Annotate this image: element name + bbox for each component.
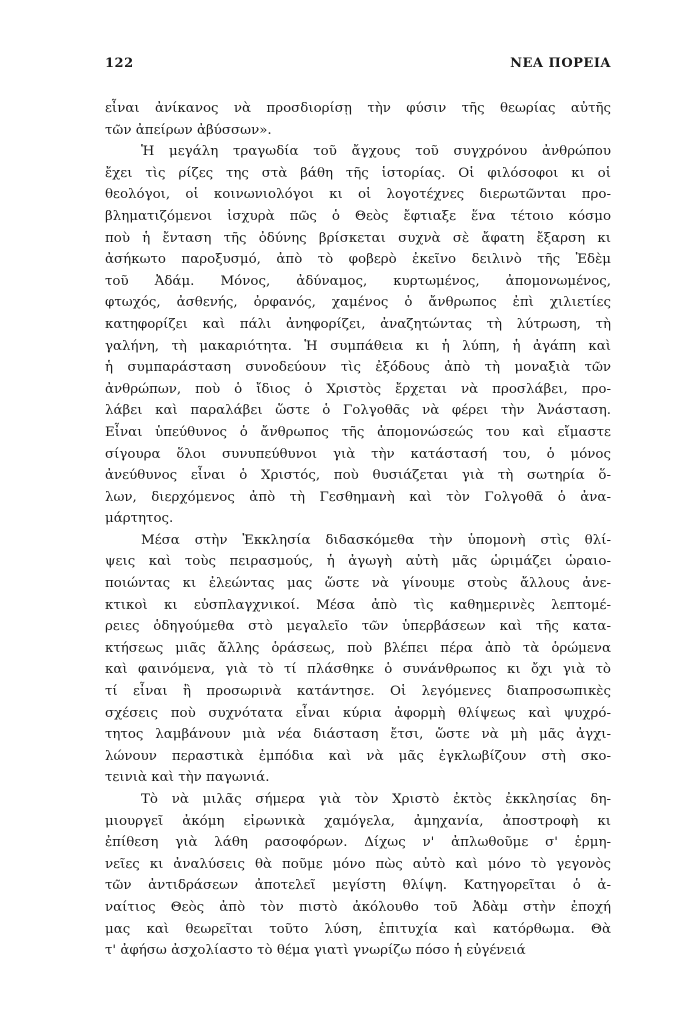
running-title: ΝΕΑ ΠΟΡΕΙΑ — [510, 56, 611, 71]
text-line: τ' ἀφήσω ἀσχολίαστο τὸ θέμα γιατὶ γνωρίζω πόσο ἡ εὐγένειά — [105, 943, 526, 959]
body-text — [105, 98, 611, 962]
text-line: ποὺ ἡ ἔνταση τῆς ὀδύνης βρίσκεται συχνὰ σὲ ἄφατη ἔξαρση κι — [105, 230, 611, 246]
text-line: λώνουν περαστικὰ ἐμπόδια καὶ νὰ μᾶς ἐγκλωβίζουν στὴ σκο- — [105, 748, 611, 764]
text-line: κατηφορίζει καὶ πάλι ἀνηφορίζει, ἀναζητώντας τὴ λύτρωση, τὴ — [105, 316, 611, 332]
text-line: εἶναι ἀνίκανος νὰ προσδιορίσῃ τὴν φύσιν τῆς θεωρίας αὐτῆς — [105, 101, 611, 116]
text-line: τῶν ἀντιδράσεων ἀποτελεῖ μεγίστη θλίψη. Κατηγορεῖται ὁ ἀ- — [105, 878, 611, 894]
text-line: βληματιζόμενοι ἰσχυρὰ πῶς ὁ Θεὸς ἔφτιαξε ἕνα τέτοιο κόσμο — [105, 208, 611, 224]
text-line: μάρτητος. — [105, 511, 174, 527]
text-line: ναίτιος Θεὸς ἀπὸ τὸν πιστὸ ἀκόλουθο τοῦ Ἀδὰμ στὴν ἐποχή — [105, 899, 611, 915]
text-line: σχέσεις ποὺ συχνότατα εἶναι κύρια ἀφορμὴ θλίψεως καὶ ψυχρό- — [105, 705, 611, 721]
text-line: τί εἶναι ἢ προσωρινὰ κατάντησε. Οἱ λεγόμενες διαπροσωπικὲς — [105, 684, 611, 700]
text-line: ἀνεύθυνος εἶναι ὁ Χριστός, ποὺ θυσιάζεται γιὰ τὴ σωτηρία ὅ- — [105, 468, 611, 484]
text-line: τητος λαμβάνουν μιὰ νέα διάσταση ἔτσι, ὥστε νὰ μὴ μᾶς ἀγχι- — [105, 727, 611, 743]
text-line: ἔχει τὶς ρίζες της στὰ βάθη τῆς ἱστορίας. Οἱ φιλόσοφοι κι οἱ — [105, 165, 611, 181]
text-line: φτωχός, ἀσθενής, ὀρφανός, χαμένος ὁ ἄνθρωπος ἐπὶ χιλιετίες — [105, 295, 611, 311]
text-line: κτικοὶ κι εὐσπλαγχνικοί. Μέσα ἀπὸ τὶς καθημερινὲς λεπτομέ- — [105, 597, 611, 613]
text-line: μας καὶ θεωρεῖται τοῦτο λύση, ἐπιτυχία καὶ κατόρθωμα. Θὰ — [105, 921, 611, 937]
text-line: καὶ φαινόμενα, γιὰ τὸ τί πλάσθηκε ὁ συνάνθρωπος κι ὄχι γιὰ τὸ — [105, 662, 611, 678]
text-line: τῶν ἀπείρων ἀβύσσων». — [105, 122, 272, 138]
text-line: Εἶναι ὑπεύθυνος ὁ ἄνθρωπος τῆς ἀπομονώσεώς του καὶ εἴμαστε — [105, 424, 611, 440]
text-line: λων, διερχόμενος ἀπὸ τὴ Γεσθημανὴ καὶ τὸν Γολγοθᾶ ὁ ἀνα- — [105, 489, 611, 505]
text-line: θεολόγοι, οἱ κοινωνιολόγοι κι οἱ λογοτέχνες διερωτῶνται προ- — [105, 187, 611, 203]
text-line: ρειες ὁδηγούμεθα στὸ μεγαλεῖο τῶν ὑπερβάσεων καὶ τῆς κατα- — [105, 619, 611, 635]
text-line: ποιώντας κι ἐλεώντας μας ὥστε νὰ γίνουμε στοὺς ἄλλους ἀνε- — [105, 576, 611, 592]
paragraph — [105, 98, 611, 141]
text-line: τοῦ Ἀδάμ. Μόνος, ἀδύναμος, κυρτωμένος, ἀπομονωμένος, — [105, 273, 611, 289]
text-line: ἐπίθεση γιὰ λάθη ρασοφόρων. Δίχως ν' ἀπλωθοῦμε σ' ἑρμη- — [105, 835, 611, 851]
page-number: 122 — [105, 56, 134, 71]
text-line: ψεις καὶ τοὺς πειρασμούς, ἡ ἀγωγὴ αὐτὴ μᾶς ὡριμάζει ὡραιο- — [105, 554, 611, 570]
text-line: σίγουρα ὅλοι συνυπεύθυνοι γιὰ τὴν κατάστασή του, ὁ μόνος — [105, 446, 611, 462]
text-line: κτήσεως μιᾶς ἄλλης ὁράσεως, ποὺ βλέπει πέρα ἀπὸ τὰ ὁρώμενα — [105, 640, 611, 656]
text-line: τεινιὰ καὶ τὴν παγωνιά. — [105, 770, 270, 786]
text-line: ἡ συμπαράσταση συνοδεύουν τὶς ἐξόδους ἀπὸ τὴ μοναξιὰ τῶν — [105, 360, 611, 376]
paragraph — [105, 789, 611, 962]
text-line: Τὸ νὰ μιλᾶς σήμερα γιὰ τὸν Χριστὸ ἐκτὸς ἐκκλησίας δη- — [141, 792, 611, 807]
running-head — [105, 56, 611, 76]
text-line: Ἡ μεγάλη τραγωδία τοῦ ἄγχους τοῦ συγχρόνου ἀνθρώπου — [141, 144, 611, 160]
text-line: Μέσα στὴν Ἐκκλησία διδασκόμεθα τὴν ὑπομονὴ στὶς θλί- — [141, 532, 611, 548]
text-line: ἀσήκωτο παροξυσμό, ἀπὸ τὸ φοβερὸ ἐκεῖνο δειλινὸ τῆς Ἐδὲμ — [105, 252, 611, 268]
text-line: νεῖες κι ἀναλύσεις θὰ ποῦμε μόνο πὼς αὐτὸ καὶ μόνο τὸ γεγονὸς — [105, 856, 611, 872]
text-line: ἀνθρώπων, ποὺ ὁ ἴδιος ὁ Χριστὸς ἔρχεται νὰ προσλάβει, προ- — [105, 381, 611, 397]
text-line: γαλήνη, τὴ μακαριότητα. Ἡ συμπάθεια κι ἡ λύπη, ἡ ἀγάπη καὶ — [105, 338, 611, 354]
text-line: λάβει καὶ παραλάβει ὥστε ὁ Γολγοθᾶς νὰ φέρει τὴν Ἀνάσταση. — [105, 403, 611, 419]
text-line: μιουργεῖ ἀκόμη εἰρωνικὰ χαμόγελα, ἀμηχανία, ἀποστροφὴ κι — [105, 813, 611, 829]
paragraph — [105, 530, 611, 789]
paragraph — [105, 141, 611, 530]
